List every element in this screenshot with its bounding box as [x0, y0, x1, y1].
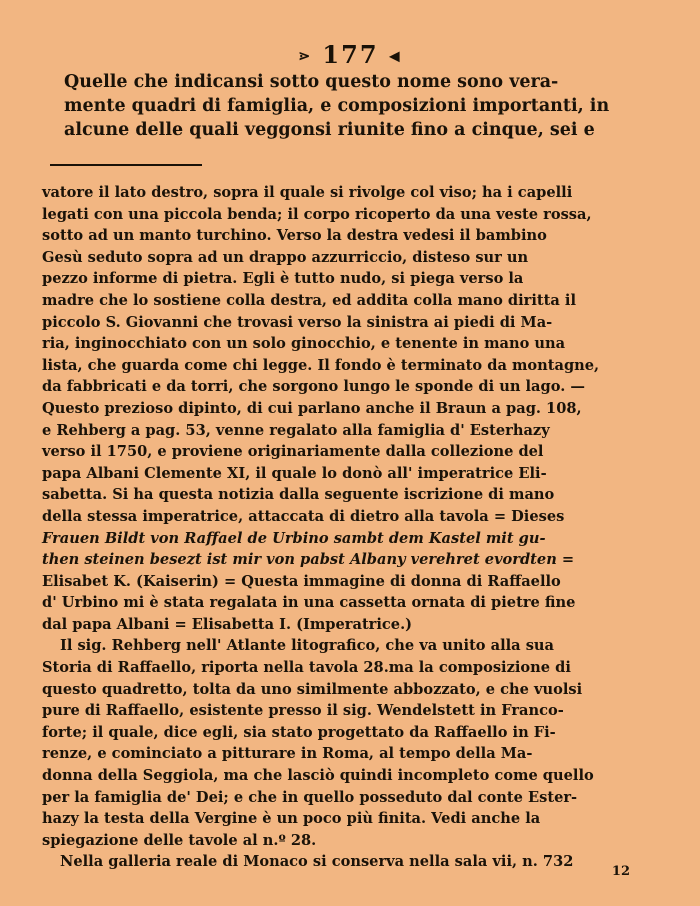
footnote-line: sabetta. Si ha questa notizia dalla seguente iscrizione di mano — [42, 486, 555, 504]
text-line: Quelle che indicansi sotto questo nome sono vera- — [64, 72, 559, 92]
footnote-line: Nella galleria reale di Monaco si conserva nella sala vii, n. 732 — [60, 853, 574, 871]
footnote-line: Il sig. Rehberg nell' Atlante litografico, che va unito alla sua — [60, 637, 554, 655]
left-ornament: ⋗ — [298, 48, 313, 65]
footnote-line: questo quadretto, tolta da uno similmente abbozzato, e che vuolsi — [42, 680, 583, 698]
footnote-line: Questo prezioso dipinto, di cui parlano anche il Braun a pag. 108, — [42, 399, 582, 417]
text-line: alcune delle quali veggonsi riunite fino a cinque, sei e — [64, 120, 595, 140]
text-line: mente quadri di famiglia, e composizioni importanti, in — [64, 96, 610, 116]
page-number: 177 — [322, 40, 379, 69]
footnote-line: Frauen Bildt von Raffael de Urbino sambt dem Kastel mit gu- — [42, 529, 546, 547]
footnote-line: d' Urbino mi è stata regalata in una cassetta ornata di pietre fine — [42, 594, 576, 612]
footnote-line: renze, e cominciato a pitturare in Roma, al tempo della Ma- — [42, 745, 533, 763]
footnote-line: donna della Seggiola, ma che lasciò quindi incompleto come quello — [42, 767, 594, 785]
footnote-divider — [50, 164, 202, 166]
footnote-line: della stessa imperatrice, attaccata di dietro alla tavola = Dieses — [42, 507, 565, 525]
footnote-line: lista, che guarda come chi legge. Il fondo è terminato da montagne, — [42, 356, 600, 374]
footnote-line: per la famiglia de' Dei; e che in quello posseduto dal conte Ester- — [42, 788, 578, 806]
signature-mark: 12 — [611, 864, 630, 879]
footnote-line: then steinen besezt ist mir von pabst Albany verehret evordten = — [42, 551, 575, 569]
footnote-line: forte; il quale, dice egli, sia stato progettato da Raffaello in Fi- — [42, 723, 556, 741]
footnote — [42, 182, 600, 873]
footnote-line: verso il 1750, e proviene originariamente dalla collezione del — [42, 443, 544, 461]
footnote-line: ria, inginocchiato con un solo ginocchio, e tenente in mano una — [42, 335, 566, 353]
footnote-line: spiegazione delle tavole al n.º 28. — [42, 831, 317, 849]
page-header — [0, 40, 700, 69]
footnote-line: Gesù seduto sopra ad un drappo azzurriccio, disteso sur un — [42, 248, 529, 266]
footnote-line: e Rehberg a pag. 53, venne regalato alla famiglia d' Esterhazy — [42, 421, 550, 439]
footnote-line: sotto ad un manto turchino. Verso la destra vedesi il bambino — [42, 227, 547, 245]
footnote-line: legati con una piccola benda; il corpo ricoperto da una veste rossa, — [42, 205, 592, 223]
footnote-line: piccolo S. Giovanni che trovasi verso la sinistra ai piedi di Ma- — [42, 313, 553, 331]
footnote-line: hazy la testa della Vergine è un poco più finita. Vedi anche la — [42, 810, 541, 828]
right-ornament: ◀ — [388, 48, 402, 65]
footnote-line: Elisabet K. (Kaiserin) = Questa immagine di donna di Raffaello — [42, 572, 561, 590]
footnote-line: vatore il lato destro, sopra il quale si rivolge col viso; ha i capelli — [42, 184, 573, 201]
footnote-line: Storia di Raffaello, riporta nella tavola 28.ma la composizione di — [42, 659, 571, 677]
footnote-line: pezzo informe di pietra. Egli è tutto nudo, si piega verso la — [42, 270, 524, 288]
main-text — [64, 70, 610, 142]
footnote-line: madre che lo sostiene colla destra, ed addita colla mano diritta il — [42, 291, 576, 309]
footnote-line: papa Albani Clemente XI, il quale lo donò all' imperatrice Eli- — [42, 464, 547, 482]
footnote-line: dal papa Albani = Elisabetta I. (Imperatrice.) — [42, 615, 413, 633]
footnote-line: pure di Raffaello, esistente presso il sig. Wendelstett in Franco- — [42, 702, 564, 720]
footnote-line: da fabbricati e da torri, che sorgono lungo le sponde di un lago. — — [42, 378, 585, 396]
